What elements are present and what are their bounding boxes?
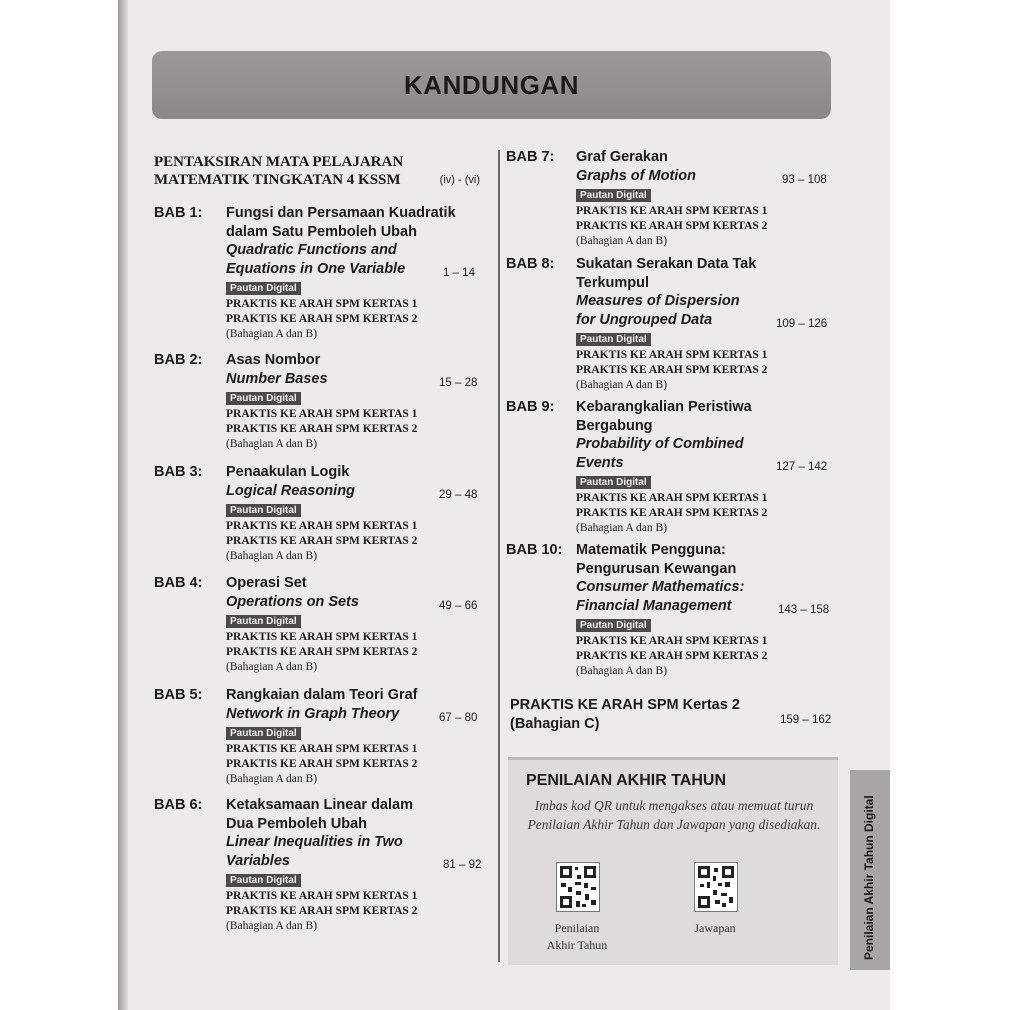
chapter-pages: 29 – 48	[439, 488, 478, 501]
practice-sections: (Bahagian A dan B)	[226, 772, 318, 785]
chapter-title-ms: Rangkaian dalam Teori Graf	[226, 687, 418, 703]
chapter-title-en: Graphs of Motion	[576, 167, 697, 184]
chapter-title-en: Financial Management	[576, 597, 732, 614]
chapter-body	[576, 148, 846, 249]
chapter-title-ms: Graf Gerakan	[576, 149, 668, 165]
chapter-number: BAB 4:	[154, 575, 203, 591]
chapter-title-en: Consumer Mathematics:	[576, 579, 745, 595]
chapter-number: BAB 8:	[506, 256, 555, 272]
chapter-pages: 143 – 158	[778, 603, 830, 616]
chapter-title-ms: Asas Nombor	[226, 352, 321, 368]
practice-sections: (Bahagian A dan B)	[576, 234, 668, 247]
chapter-title-ms: Bergabung	[576, 417, 653, 434]
chapter-title-ms: Fungsi dan Persamaan Kuadratik	[226, 205, 456, 221]
chapter-number: BAB 9:	[506, 399, 555, 415]
chapter-number: BAB 3:	[154, 464, 203, 480]
practice-paper2: PRAKTIS KE ARAH SPM KERTAS 2	[576, 363, 768, 376]
practice-paper1: PRAKTIS KE ARAH SPM KERTAS 1	[226, 297, 418, 310]
praktis-bahagian-c	[510, 696, 740, 734]
column-divider	[498, 150, 500, 962]
chapter-pages: 67 – 80	[439, 711, 478, 724]
pat-panel	[508, 757, 838, 965]
chapter-body	[226, 463, 496, 564]
digital-link-badge[interactable]: Pautan Digital	[576, 476, 651, 489]
chapter-number: BAB 7:	[506, 149, 555, 165]
practice-paper1: PRAKTIS KE ARAH SPM KERTAS 1	[576, 491, 768, 504]
chapter-pages: 15 – 28	[439, 376, 478, 389]
chapter-title-en: Equations in One Variable	[226, 260, 406, 277]
chapter-title-ms: Matematik Pengguna:	[576, 542, 726, 558]
chapter-pages: 81 – 92	[443, 858, 482, 871]
chapter-body	[226, 686, 496, 787]
practice-paper2: PRAKTIS KE ARAH SPM KERTAS 2	[576, 219, 768, 232]
chapter-pages: 109 – 126	[776, 317, 828, 330]
practice-sections: (Bahagian A dan B)	[576, 664, 668, 677]
chapter-title-en: Probability of Combined	[576, 436, 744, 452]
digital-link-badge[interactable]: Pautan Digital	[226, 615, 301, 628]
practice-paper1: PRAKTIS KE ARAH SPM KERTAS 1	[226, 407, 418, 420]
chapter-pages: 127 – 142	[776, 460, 828, 473]
chapter-title-ms: Operasi Set	[226, 575, 307, 591]
practice-paper1: PRAKTIS KE ARAH SPM KERTAS 1	[226, 889, 418, 902]
chapter-pages: 49 – 66	[439, 599, 478, 612]
practice-paper2: PRAKTIS KE ARAH SPM KERTAS 2	[576, 649, 768, 662]
practice-sections: (Bahagian A dan B)	[576, 378, 668, 391]
chapter-title-en: for Ungrouped Data	[576, 311, 713, 328]
qr-code-icon[interactable]	[556, 862, 600, 912]
chapter-title-en: Operations on Sets	[226, 593, 359, 610]
digital-link-badge[interactable]: Pautan Digital	[576, 189, 651, 202]
heading-banner	[152, 51, 831, 119]
chapter-title-ms: Pengurusan Kewangan	[576, 560, 737, 577]
chapter-title-en: Number Bases	[226, 370, 328, 387]
chapter-title-en: Linear Inequalities in Two	[226, 834, 403, 850]
practice-paper1: PRAKTIS KE ARAH SPM KERTAS 1	[576, 348, 768, 361]
practice-paper1: PRAKTIS KE ARAH SPM KERTAS 1	[226, 630, 418, 643]
digital-link-badge[interactable]: Pautan Digital	[226, 282, 301, 295]
chapter-title-ms: Sukatan Serakan Data Tak	[576, 256, 757, 272]
chapter-title-ms: Ketaksamaan Linear dalam	[226, 797, 413, 813]
digital-link-badge[interactable]: Pautan Digital	[576, 619, 651, 632]
chapter-title-ms: Terkumpul	[576, 274, 650, 291]
practice-paper2: PRAKTIS KE ARAH SPM KERTAS 2	[576, 506, 768, 519]
chapter-title-en: Events	[576, 454, 624, 471]
practice-sections: (Bahagian A dan B)	[226, 660, 318, 673]
practice-sections: (Bahagian A dan B)	[226, 919, 318, 932]
praktis-c-line1: PRAKTIS KE ARAH SPM Kertas 2	[510, 697, 740, 713]
chapter-number: BAB 1:	[154, 205, 203, 221]
practice-paper2: PRAKTIS KE ARAH SPM KERTAS 2	[226, 645, 418, 658]
practice-paper2: PRAKTIS KE ARAH SPM KERTAS 2	[226, 757, 418, 770]
digital-link-badge[interactable]: Pautan Digital	[226, 392, 301, 405]
chapter-title-en: Network in Graph Theory	[226, 705, 400, 722]
chapter-title-en: Measures of Dispersion	[576, 293, 740, 309]
page-title: KANDUNGAN	[404, 69, 579, 100]
chapter-title-en: Variables	[226, 852, 290, 869]
qr2-caption: Jawapan	[694, 921, 736, 935]
chapter-title-ms: Dua Pemboleh Ubah	[226, 815, 367, 832]
chapter-body	[226, 351, 496, 452]
practice-sections: (Bahagian A dan B)	[576, 521, 668, 534]
assessment-pages: (iv) - (vi)	[439, 174, 480, 186]
digital-link-badge[interactable]: Pautan Digital	[226, 727, 301, 740]
assessment-title-line2: MATEMATIK TINGKATAN 4 KSSM	[154, 172, 401, 188]
chapter-title-ms: Kebarangkalian Peristiwa	[576, 399, 752, 415]
qr1-label-line2: Akhir Tahun	[546, 938, 608, 952]
chapter-number: BAB 5:	[154, 687, 203, 703]
digital-link-badge[interactable]: Pautan Digital	[576, 333, 651, 346]
qr1-label-line1: Penilaian	[554, 921, 600, 935]
practice-paper1: PRAKTIS KE ARAH SPM KERTAS 1	[226, 519, 418, 532]
practice-paper1: PRAKTIS KE ARAH SPM KERTAS 1	[576, 204, 768, 217]
practice-sections: (Bahagian A dan B)	[226, 437, 318, 450]
chapter-title-ms: Penaakulan Logik	[226, 464, 350, 480]
practice-paper2: PRAKTIS KE ARAH SPM KERTAS 2	[226, 312, 418, 325]
digital-link-badge[interactable]: Pautan Digital	[226, 874, 301, 887]
chapter-number: BAB 10:	[506, 542, 563, 558]
chapter-title-ms: dalam Satu Pemboleh Ubah	[226, 223, 417, 240]
chapter-title-en: Logical Reasoning	[226, 482, 355, 499]
practice-paper2: PRAKTIS KE ARAH SPM KERTAS 2	[226, 422, 418, 435]
qr1-caption	[536, 920, 618, 954]
practice-sections: (Bahagian A dan B)	[226, 327, 318, 340]
chapter-pages: 93 – 108	[782, 173, 827, 186]
assessment-title-line1: PENTAKSIRAN MATA PELAJARAN	[154, 154, 404, 170]
qr-code-icon[interactable]	[694, 862, 738, 912]
praktis-c-pages: 159 – 162	[780, 714, 832, 726]
practice-paper2: PRAKTIS KE ARAH SPM KERTAS 2	[226, 534, 418, 547]
chapter-title-en: Quadratic Functions and	[226, 242, 397, 258]
pat-instructions: Imbas kod QR untuk mengakses atau memuat turun Penilaian Akhir Tahun dan Jawapan yang disediakan.	[527, 798, 821, 832]
practice-paper1: PRAKTIS KE ARAH SPM KERTAS 1	[226, 742, 418, 755]
praktis-c-line2: (Bahagian C)	[510, 716, 600, 732]
practice-paper1: PRAKTIS KE ARAH SPM KERTAS 1	[576, 634, 768, 647]
practice-paper2: PRAKTIS KE ARAH SPM KERTAS 2	[226, 904, 418, 917]
page-edge-shadow	[118, 0, 128, 1010]
digital-link-badge[interactable]: Pautan Digital	[226, 504, 301, 517]
chapter-number: BAB 6:	[154, 797, 203, 813]
practice-sections: (Bahagian A dan B)	[226, 549, 318, 562]
side-tab-label: Penilaian Akhir Tahun Digital	[862, 795, 876, 960]
assessment-entry	[154, 153, 488, 189]
chapter-pages: 1 – 14	[443, 266, 475, 279]
chapter-number: BAB 2:	[154, 352, 203, 368]
pat-title: PENILAIAN AKHIR TAHUN	[526, 772, 726, 789]
chapter-body	[226, 574, 496, 675]
